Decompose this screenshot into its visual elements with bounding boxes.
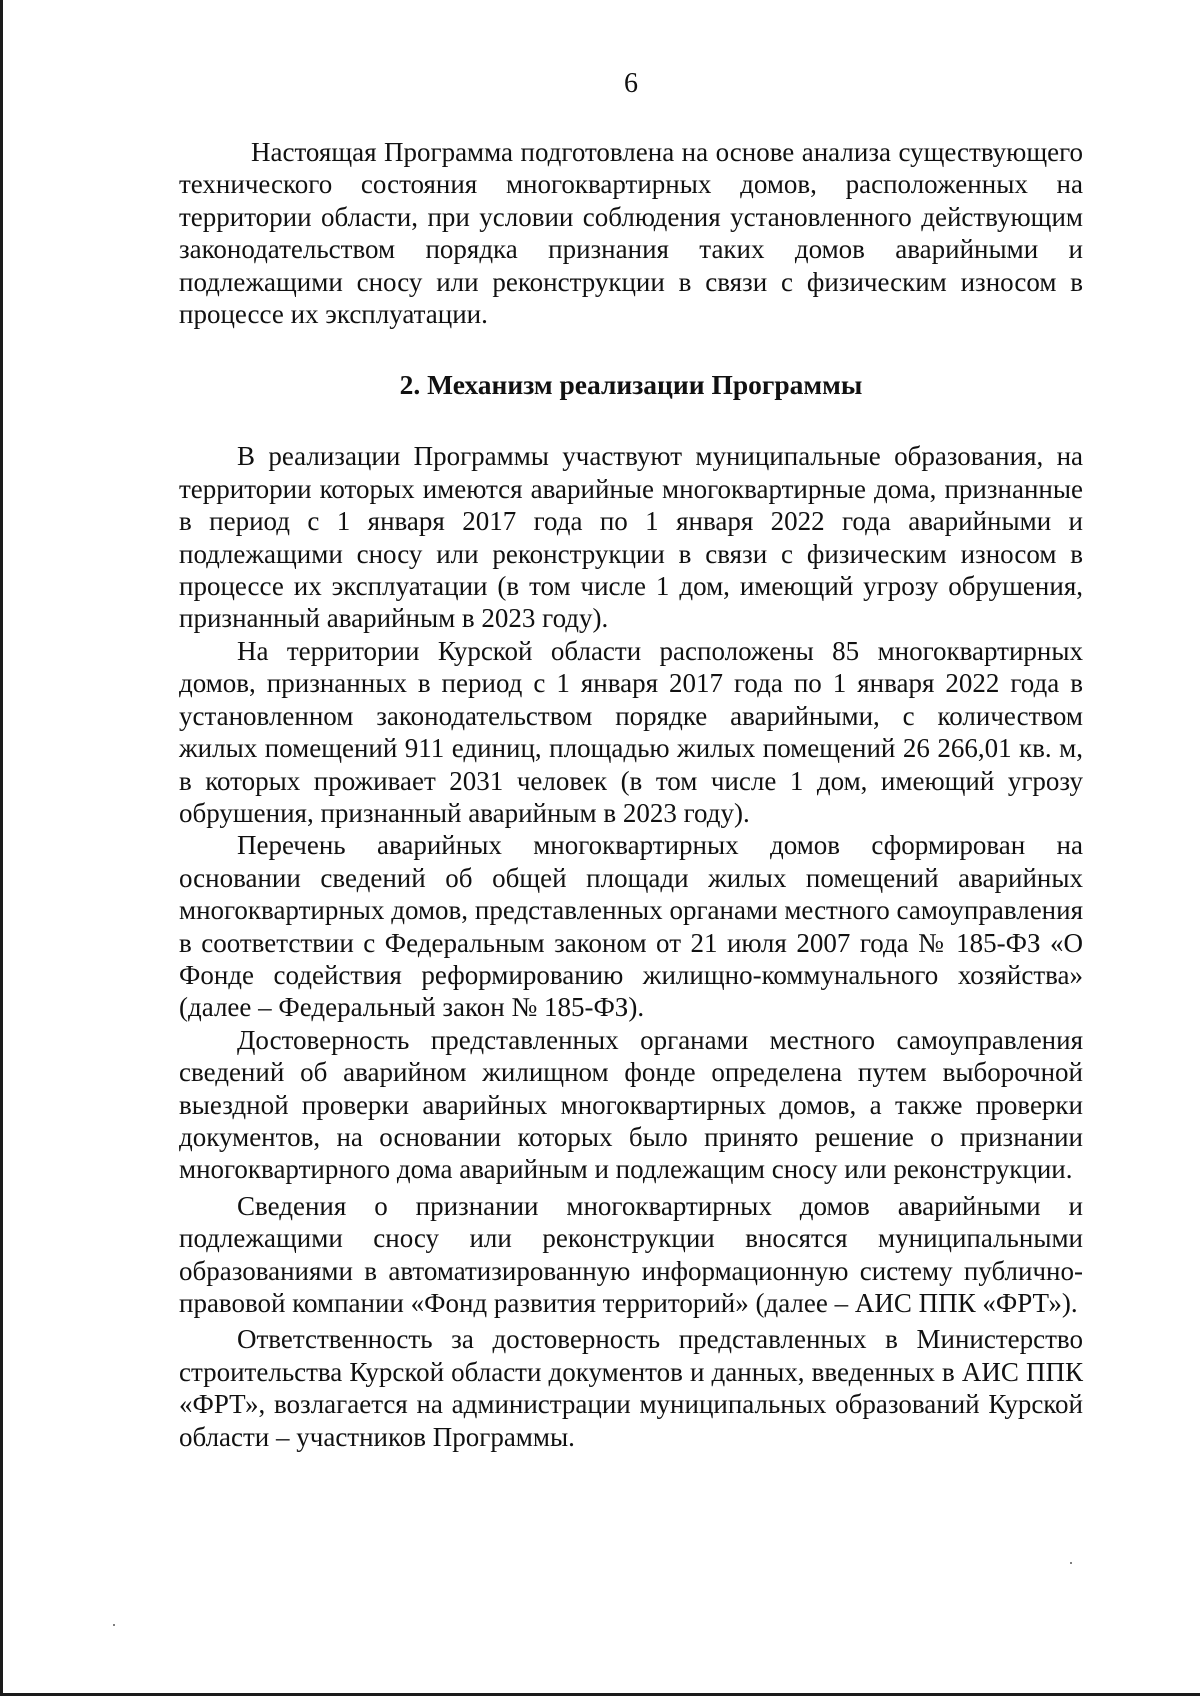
paragraph-verification: Достоверность представленных органами местного самоуправления сведений об аварийном жилищном фонде определена путем выборочной выездной проверки аварийных многоквартирных домов, а также проверки документов, на основании которых было принято решение о признании многоквартирного дома аварийным и подлежащим сносу или реконструкции.: [179, 1024, 1083, 1185]
section-heading: 2. Механизм реализации Программы: [399, 369, 863, 401]
paragraph-participants: В реализации Программы участвуют муниципальные образования, на территории которых имеются аварийные многоквартирные дома, признанные в период с 1 января 2017 года по 1 января 2022 года аварийными и подлежащими сносу или реконструкции в связи с физическим износом в процессе их эксплуатации (в том числе 1 дом, имеющий угрозу обрушения, признанный аварийным в 2023 году).: [179, 441, 1083, 634]
paragraph-list-formation: Перечень аварийных многоквартирных домов сформирован на основании сведений об общей площади жилых помещений аварийных многоквартирных домов, представленных органами местного самоуправления в соответствии с Федеральным законом от 21 июля 2007 года № 185-ФЗ «О Фонде содействия реформированию жилищно-коммунального хозяйства» (далее – Федеральный закон № 185-ФЗ).: [179, 830, 1083, 1023]
document-page: [179, 66, 1083, 1453]
scan-dot: [113, 1624, 115, 1626]
paragraph-responsibility: Ответственность за достоверность представленных в Министерство строительства Курской области документов и данных, введенных в АИС ППК «ФРТ», возлагается на администрации муниципальных образований Курской области – участников Программы.: [179, 1324, 1083, 1452]
scan-dot: [1070, 1562, 1072, 1564]
scan-edge-left: [0, 0, 3, 1696]
paragraph-housing-stats: На территории Курской области расположены 85 многоквартирных домов, признанных в период с 1 января 2017 года по 1 января 2022 года в установленном законодательством порядке аварийными, с количеством жилых помещений 911 единиц, площадью жилых помещений 26 266,01 кв. м, в которых проживает 2031 человек (в том числе 1 дом, имеющий угрозу обрушения, признанный аварийным в 2023 году).: [179, 635, 1083, 828]
paragraph-ais-entry: Сведения о признании многоквартирных домов аварийными и подлежащими сносу или реконструкции вносятся муниципальными образованиями в автоматизированную информационную систему публично-правовой компании «Фонд развития территорий» (далее – АИС ППК «ФРТ»).: [179, 1190, 1083, 1318]
intro-paragraph: Настоящая Программа подготовлена на основе анализа существующего технического состояния многоквартирных домов, расположенных на территории области, при условии соблюдения установленного действующим законодательством порядка признания таких домов аварийными и подлежащими сносу или реконструкции в связи с физическим износом в процессе их эксплуатации.: [179, 137, 1083, 330]
page-number: 6: [624, 68, 638, 99]
